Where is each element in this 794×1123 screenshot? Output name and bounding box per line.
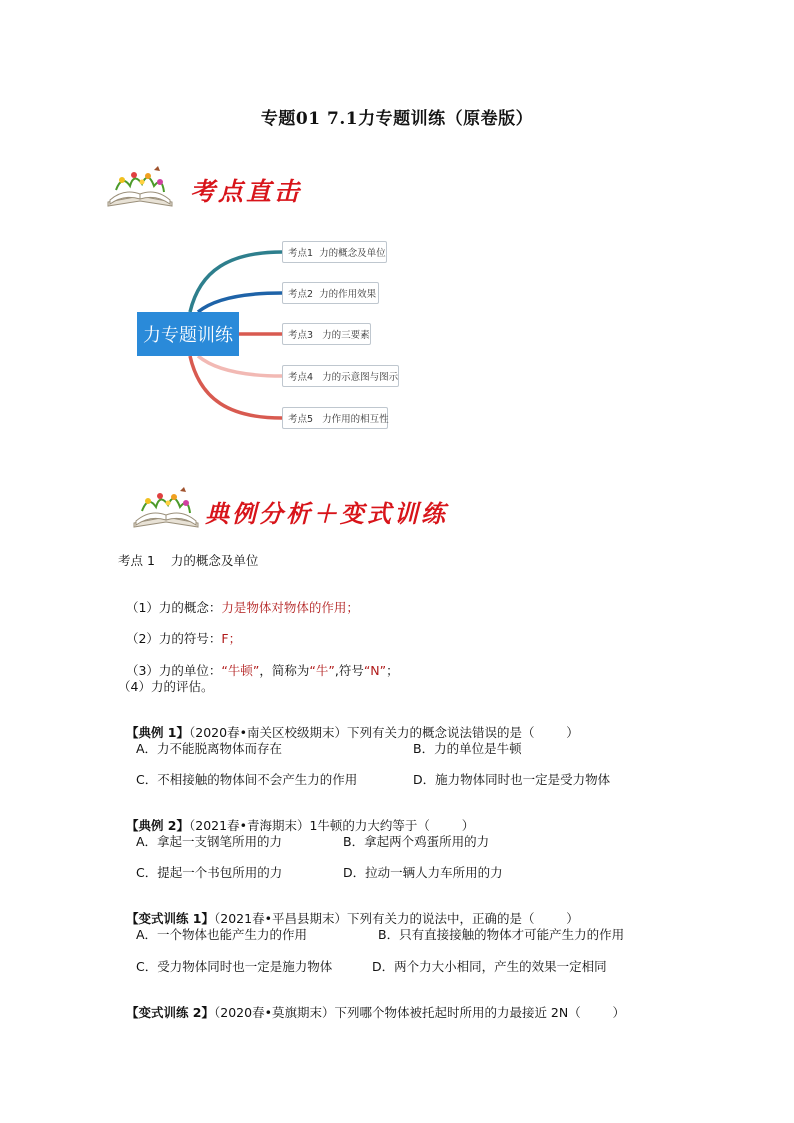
point-3-symbol: “N” bbox=[363, 663, 387, 678]
question-2 bbox=[118, 801, 474, 834]
question-1 bbox=[118, 708, 579, 741]
point-3-mid: ，简称为 bbox=[259, 663, 310, 678]
point-2 bbox=[118, 614, 241, 647]
point-3-end: ； bbox=[386, 663, 399, 678]
mindmap-node-1: 考点1 力的概念及单位 bbox=[282, 241, 387, 263]
question-4-text: （2020春•莫旗期末）下列哪个物体被托起时所用的力最接近 2N（ ） bbox=[214, 1005, 626, 1020]
q3-option-c: C．受力物体同时也一定是施力物体 bbox=[136, 959, 333, 974]
point-2-label: （2）力的符号： bbox=[125, 631, 222, 646]
mindmap-node-4: 考点4 力的示意图与图示 bbox=[282, 365, 399, 387]
q1-option-a: A．力不能脱离物体而存在 bbox=[136, 741, 283, 756]
q1-option-b: B．力的单位是牛顿 bbox=[413, 741, 522, 756]
question-4-tag: 【变式训练 2】 bbox=[125, 1005, 215, 1020]
q2-option-c: C．提起一个书包所用的力 bbox=[136, 865, 283, 880]
point-3-short: “牛” bbox=[309, 663, 335, 678]
banner-dianli: 典例分析＋变式训练 bbox=[205, 499, 448, 528]
q3-option-b: B．只有直接接触的物体才可能产生力的作用 bbox=[378, 927, 625, 942]
book-icon bbox=[130, 487, 202, 531]
point-1 bbox=[118, 583, 359, 616]
mindmap-center: 力专题训练 bbox=[137, 312, 239, 356]
q2-option-b: B．拿起两个鸡蛋所用的力 bbox=[343, 834, 490, 849]
question-1-tag: 【典例 1】 bbox=[125, 725, 190, 740]
point-3-mid2: ,符号 bbox=[334, 663, 364, 678]
point-4: （4）力的评估。 bbox=[118, 679, 214, 694]
point-2-value: F； bbox=[221, 631, 242, 646]
q1-option-c: C．不相接触的物体间不会产生力的作用 bbox=[136, 772, 358, 787]
point-3-unit: “牛顿” bbox=[221, 663, 260, 678]
question-3-text: （2021春•平昌县期末）下列有关力的说法中，正确的是（ ） bbox=[214, 911, 579, 926]
point-1-value: 力是物体对物体的作用； bbox=[221, 600, 359, 615]
question-4 bbox=[118, 988, 625, 1021]
question-3 bbox=[118, 894, 579, 927]
point-3-label: （3）力的单位： bbox=[125, 663, 222, 678]
q3-option-d: D．两个力大小相同，产生的效果一定相同 bbox=[372, 959, 607, 974]
q3-option-a: A．一个物体也能产生力的作用 bbox=[136, 927, 308, 942]
q1-option-d: D．施力物体同时也一定是受力物体 bbox=[413, 772, 611, 787]
q2-option-a: A．拿起一支钢笔所用的力 bbox=[136, 834, 283, 849]
banner-kaodian: 考点直击 bbox=[190, 177, 303, 206]
question-3-tag: 【变式训练 1】 bbox=[125, 911, 215, 926]
question-2-tag: 【典例 2】 bbox=[125, 818, 190, 833]
mindmap-node-2: 考点2 力的作用效果 bbox=[282, 282, 379, 304]
question-1-text: （2020春•南关区校级期末）下列有关力的概念说法错误的是（ ） bbox=[189, 725, 579, 740]
section-heading: 考点 1 力的概念及单位 bbox=[118, 553, 259, 568]
q2-option-d: D．拉动一辆人力车所用的力 bbox=[343, 865, 503, 880]
point-1-label: （1）力的概念： bbox=[125, 600, 222, 615]
mindmap-node-5: 考点5 力作用的相互性 bbox=[282, 407, 388, 429]
point-3 bbox=[118, 646, 399, 679]
page-title: 专题01 7.1力专题训练（原卷版） bbox=[260, 109, 534, 129]
mindmap-node-3: 考点3 力的三要素 bbox=[282, 323, 371, 345]
question-2-text: （2021春•青海期末）1牛顿的力大约等于（ ） bbox=[189, 818, 475, 833]
